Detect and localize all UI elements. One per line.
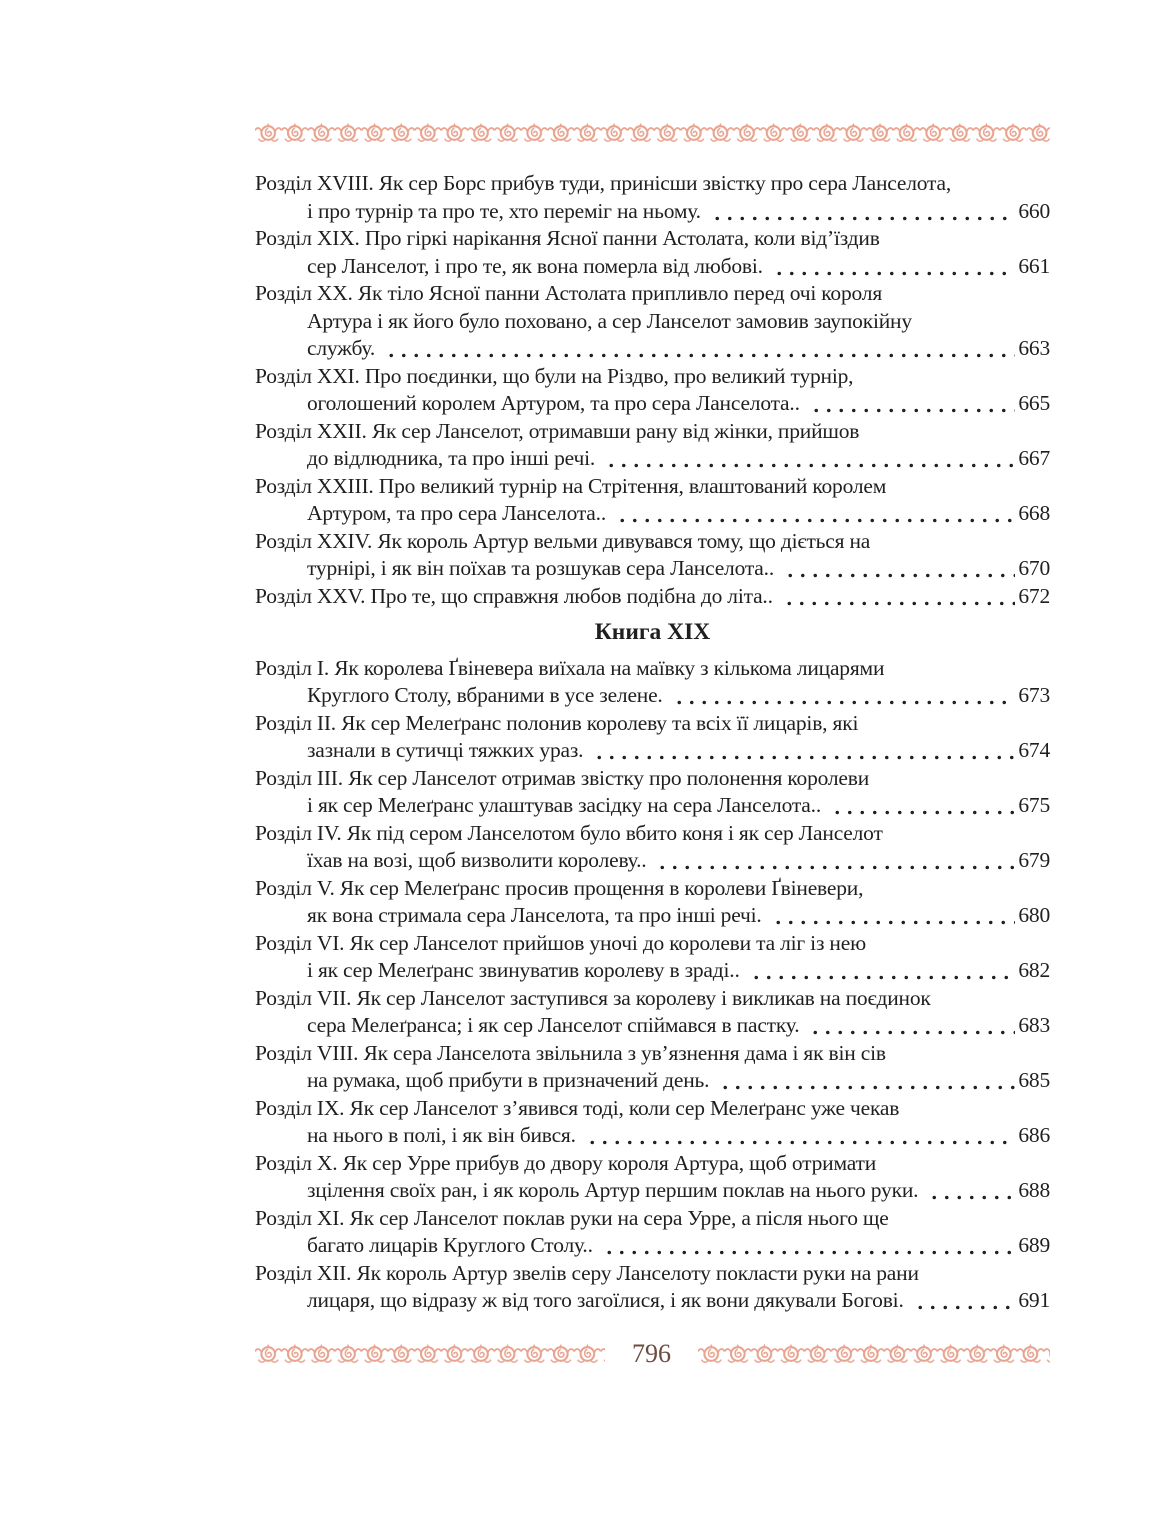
toc-page-ref: 682 — [1018, 958, 1050, 982]
toc-page-ref: 686 — [1018, 1123, 1050, 1147]
toc-entry-title: сера Мелеґранса; і як сер Ланселот спіймався в пастку. — [307, 1013, 800, 1037]
toc-line — [255, 1012, 1050, 1040]
toc-line — [255, 308, 1050, 336]
toc-entry — [255, 1040, 1050, 1095]
toc-line — [255, 225, 1050, 253]
toc-page-ref: 663 — [1018, 336, 1050, 360]
toc-page-ref: 670 — [1018, 556, 1050, 580]
toc-entry-title: Розділ VI. Як сер Ланселот прийшов уночі до королеви та ліг із нею — [255, 930, 866, 955]
toc-entry — [255, 170, 1050, 225]
toc-entry-title: зцілення своїх ран, і як король Артур першим поклав на нього руки. — [307, 1178, 919, 1202]
page-number: 796 — [632, 1339, 671, 1368]
toc-entry-title: Розділ V. Як сер Мелеґранс просив прощення в королеви Ґвіневери, — [255, 875, 864, 900]
dot-leader — [805, 1012, 1015, 1040]
toc-line — [255, 985, 1050, 1013]
toc-page-ref: 683 — [1018, 1013, 1050, 1037]
toc-line — [255, 792, 1050, 820]
dot-leader — [652, 847, 1015, 875]
toc-line — [255, 710, 1050, 738]
toc-entry-title: Розділ VII. Як сер Ланселот заступився за королеву і викликав на поєдинок — [255, 985, 931, 1010]
toc-line — [255, 957, 1050, 985]
toc-line — [255, 500, 1050, 528]
toc-line — [255, 363, 1050, 391]
toc-entry — [255, 1150, 1050, 1205]
toc-page-ref: 673 — [1018, 683, 1050, 707]
ornament-border-top-icon — [255, 122, 1050, 144]
toc-entry — [255, 820, 1050, 875]
dot-leader — [924, 1177, 1015, 1205]
toc-line — [255, 655, 1050, 683]
toc-entry-title: Розділ XII. Як король Артур звелів серу Ланселоту покласти руки на рани — [255, 1260, 919, 1285]
dot-leader — [589, 737, 1015, 765]
page-footer — [255, 1341, 1050, 1367]
toc-entry-title: Артуром, та про сера Ланселота.. — [307, 501, 606, 525]
toc-entry-title: Розділ III. Як сер Ланселот отримав звістку про полонення королеви — [255, 765, 870, 790]
toc-line — [255, 1205, 1050, 1233]
dot-leader — [582, 1122, 1016, 1150]
toc-line — [255, 847, 1050, 875]
toc-line — [255, 390, 1050, 418]
toc-entry-title: на румака, щоб прибути в призначений день. — [307, 1068, 710, 1092]
dot-leader — [910, 1287, 1016, 1315]
toc-page-ref: 685 — [1018, 1068, 1050, 1092]
toc-entry — [255, 280, 1050, 363]
toc-line — [255, 1260, 1050, 1288]
toc-entry — [255, 528, 1050, 583]
dot-leader — [601, 445, 1015, 473]
toc-page-ref: 680 — [1018, 903, 1050, 927]
toc-line — [255, 1232, 1050, 1260]
toc-page-ref: 679 — [1018, 848, 1050, 872]
toc-line — [255, 198, 1050, 226]
toc-entry-title: Розділ X. Як сер Урре прибув до двору короля Артура, щоб отримати — [255, 1150, 877, 1175]
toc-entry — [255, 875, 1050, 930]
toc-entry-title: Розділ XIX. Про гіркі нарікання Ясної панни Астолата, коли від’їздив — [255, 226, 880, 250]
toc-line — [255, 528, 1050, 556]
toc-entry-title: Круглого Столу, вбраними в усе зелене. — [307, 683, 663, 707]
toc-line — [255, 170, 1050, 198]
toc-line — [255, 445, 1050, 473]
toc-line — [255, 253, 1050, 281]
toc-entry-title: Розділ XI. Як сер Ланселот поклав руки на сера Урре, а після нього ще — [255, 1205, 889, 1230]
toc-entry-title: і як сер Мелеґранс улаштував засідку на сера Ланселота.. — [307, 793, 821, 817]
toc-page-ref: 668 — [1018, 501, 1050, 525]
toc-line — [255, 418, 1050, 446]
toc-entry — [255, 583, 1050, 611]
dot-leader — [381, 335, 1015, 363]
toc-entry — [255, 655, 1050, 710]
toc-line — [255, 765, 1050, 793]
toc-entry-title: Розділ XXIII. Про великий турнір на Стрітення, влаштований королем — [255, 473, 887, 498]
toc-entry-title: Розділ II. Як сер Мелеґранс полонив королеву та всіх її лицарів, які — [255, 710, 859, 735]
toc-entry — [255, 985, 1050, 1040]
toc-line — [255, 473, 1050, 501]
toc-entry-title: Розділ IV. Як під сером Ланселотом було вбито коня і як сер Ланселот — [255, 820, 883, 845]
toc-line — [255, 1177, 1050, 1205]
toc — [255, 170, 1050, 1315]
dot-leader — [707, 198, 1016, 226]
toc-entry-title: Розділ XX. Як тіло Ясної панни Астолата припливло перед очі короля — [255, 281, 883, 305]
toc-entry-title: Розділ IX. Як сер Ланселот з’явився тоді, коли сер Мелеґранс уже чекав — [255, 1095, 900, 1120]
toc-entry — [255, 710, 1050, 765]
toc-entry-title: лицаря, що відразу ж від того загоїлися, і як вони дякували Богові. — [307, 1288, 904, 1312]
toc-entry — [255, 1260, 1050, 1315]
toc-content — [255, 122, 1050, 1315]
toc-entry-title: і як сер Мелеґранс звинуватив королеву в зраді.. — [307, 958, 740, 982]
dot-leader — [806, 390, 1016, 418]
toc-entry — [255, 363, 1050, 418]
toc-page-ref: 675 — [1018, 793, 1050, 817]
toc-entry-title: Артура і як його було поховано, а сер Ланселот замовив заупокійну — [307, 308, 912, 333]
toc-entry — [255, 1205, 1050, 1260]
ornament-border-bottom-left-icon — [255, 1343, 605, 1365]
dot-leader — [780, 555, 1015, 583]
toc-page-ref: 660 — [1018, 198, 1050, 223]
ornament-border-bottom-right-icon — [698, 1343, 1050, 1365]
toc-entry-title: оголошений королем Артуром, та про сера Ланселота.. — [307, 391, 800, 415]
toc-entry-title: зазнали в сутичці тяжких ураз. — [307, 738, 584, 762]
toc-line — [255, 1095, 1050, 1123]
toc-line — [255, 583, 1050, 611]
toc-entry — [255, 418, 1050, 473]
toc-entry-title: до відлюдника, та про інші речі. — [307, 446, 596, 470]
dot-leader — [768, 902, 1016, 930]
dot-leader — [599, 1232, 1016, 1260]
dot-leader — [612, 500, 1015, 528]
toc-entry — [255, 765, 1050, 820]
toc-entry — [255, 930, 1050, 985]
toc-entry-title: їхав на возі, щоб визволити королеву.. — [307, 848, 647, 872]
toc-page-ref: 667 — [1018, 446, 1050, 470]
dot-leader — [746, 957, 1016, 985]
toc-line — [255, 902, 1050, 930]
toc-line — [255, 1150, 1050, 1178]
toc-entry-title: Розділ XXII. Як сер Ланселот, отримавши рану від жінки, прийшов — [255, 418, 860, 443]
toc-entry-title: Розділ I. Як королева Ґвіневера виїхала на маївку з кількома лицарями — [255, 655, 885, 680]
toc-line — [255, 280, 1050, 308]
book-heading: Книга XIX — [594, 619, 711, 645]
toc-page-ref: 665 — [1018, 391, 1050, 415]
toc-entry-title: багато лицарів Круглого Столу.. — [307, 1233, 593, 1257]
toc-line — [255, 335, 1050, 363]
toc-line — [255, 875, 1050, 903]
toc-page-ref: 674 — [1018, 738, 1050, 762]
toc-entry — [255, 473, 1050, 528]
toc-page-ref: 691 — [1018, 1288, 1050, 1312]
toc-entry-title: і про турнір та про те, хто переміг на ньому. — [307, 198, 701, 223]
dot-leader — [827, 792, 1015, 820]
toc-entry-title: на нього в полі, і як він бився. — [307, 1123, 576, 1147]
toc-page-ref: 661 — [1018, 253, 1050, 278]
toc-entry-title: як вона стримала сера Ланселота, та про інші речі. — [307, 903, 762, 927]
toc-line — [255, 737, 1050, 765]
toc-entry-title: сер Ланселот, і про те, як вона померла від любові. — [307, 253, 763, 278]
dot-leader — [779, 583, 1016, 611]
toc-entry-title: Розділ XXV. Про те, що справжня любов подібна до літа.. — [255, 583, 773, 608]
toc-entry-title: Розділ XVIII. Як сер Борс прибув туди, принісши звістку про сера Ланселота, — [255, 171, 952, 195]
toc-line — [255, 1040, 1050, 1068]
dot-leader — [715, 1067, 1015, 1095]
toc-page-ref: 688 — [1018, 1178, 1050, 1202]
toc-line — [255, 555, 1050, 583]
toc-line — [255, 820, 1050, 848]
toc-entry-title: Розділ VIII. Як сера Ланселота звільнила з ув’язнення дама і як він сів — [255, 1040, 886, 1065]
toc-entry — [255, 1095, 1050, 1150]
toc-page-ref: 672 — [1018, 583, 1050, 608]
toc-line — [255, 1067, 1050, 1095]
dot-leader — [769, 253, 1016, 281]
dot-leader — [669, 682, 1016, 710]
toc-entry-title: службу. — [307, 336, 376, 360]
toc-line — [255, 682, 1050, 710]
toc-page-ref: 689 — [1018, 1233, 1050, 1257]
toc-entry-title: турнірі, і як він поїхав та розшукав сера Ланселота.. — [307, 556, 774, 580]
toc-line — [255, 1122, 1050, 1150]
toc-line — [255, 1287, 1050, 1315]
toc-line — [255, 930, 1050, 958]
toc-entry-title: Розділ XXI. Про поєдинки, що були на Різдво, про великий турнір, — [255, 363, 854, 388]
toc-entry — [255, 225, 1050, 280]
toc-entry-title: Розділ XXIV. Як король Артур вельми дивувався тому, що діється на — [255, 528, 871, 553]
